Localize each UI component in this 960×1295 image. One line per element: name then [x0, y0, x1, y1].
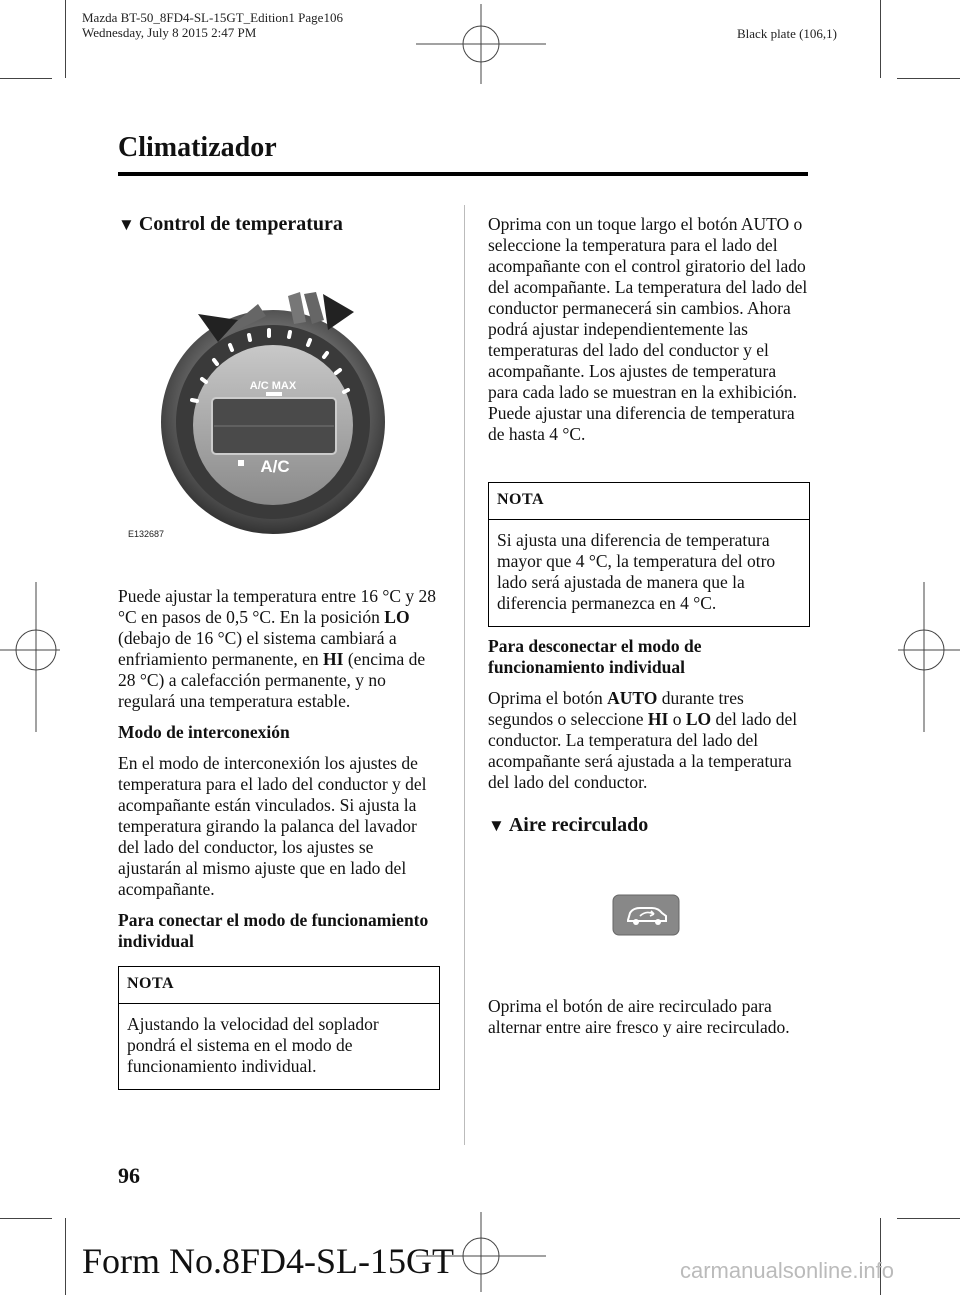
form-number: Form No.8FD4-SL-15GT — [82, 1241, 455, 1281]
figure-id: E132687 — [128, 529, 165, 539]
crop-mark — [65, 1218, 66, 1295]
text-span: (encima de 28 °C) a calefacción permanente, y no regulará una temperatura estable. — [118, 649, 426, 711]
subheading-interconexion: Modo de interconexión — [118, 722, 290, 742]
print-meta-line2: Wednesday, July 8 2015 2:47 PM — [82, 25, 257, 40]
registration-mark-right — [898, 582, 960, 732]
nota-heading: NOTA — [489, 483, 809, 520]
column-divider — [464, 205, 465, 1145]
nota-heading: NOTA — [119, 967, 439, 1004]
knob-label-bottom: A/C — [260, 457, 290, 476]
subheading-conectar: Para conectar el modo de funcionamiento individual — [118, 910, 429, 951]
bold-span: HI — [647, 709, 669, 729]
recirculation-button-figure — [612, 894, 680, 936]
right-column-text-bottom — [488, 996, 810, 1048]
triangle-down-icon: ▼ — [118, 214, 135, 234]
knob-illustration — [118, 282, 418, 544]
heading-text: Aire recirculado — [508, 814, 649, 836]
right-column-text-top — [488, 214, 810, 455]
bold-span: LO — [384, 607, 410, 627]
bold-span: LO — [685, 709, 712, 729]
nota-box-left — [118, 966, 440, 1090]
triangle-down-icon: ▼ — [488, 815, 505, 835]
registration-mark-left — [0, 582, 60, 732]
registration-mark-top — [416, 4, 546, 84]
crop-mark — [0, 1218, 52, 1219]
paragraph-desconectar — [488, 688, 810, 793]
text-span: Oprima el botón — [488, 688, 608, 708]
section-title: Climatizador — [118, 132, 277, 163]
text-span: (debajo de 16 °C) el sistema cambiará a enfriamiento permanente, en — [118, 628, 397, 669]
text-span: Puede ajustar la temperatura entre 16 °C y 28 °C en pasos de 0,5 °C. En la posición — [118, 586, 436, 627]
crop-mark — [897, 78, 960, 79]
paragraph-recirculado: Oprima el botón de aire recirculado para alternar entre aire fresco y aire recirculado. — [488, 996, 790, 1037]
text-span: durante tres segundos o seleccione — [488, 688, 744, 729]
left-column-text — [118, 586, 440, 962]
print-meta — [82, 10, 343, 40]
plate-label: Black plate (106,1) — [737, 26, 837, 41]
paragraph-auto-individual: Oprima con un toque largo el botón AUTO o seleccione la temperatura para el lado del acompañante con el control giratorio del lado del acompañante. La temperatura del lado del conductor permanecerá sin cambios. Ahora podrá ajustar independientemente las temperaturas del lado del conductor y el acompañante. Los ajustes de temperatura para cada lado se muestran en la exhibición. Puede ajustar una diferencia de temperatura de hasta 4 °C. — [488, 214, 808, 444]
knob-label-top: A/C MAX — [249, 380, 297, 392]
nota-body: Si ajusta una diferencia de temperatura mayor que 4 °C, la temperatura del otro lado será ajustada de manera que la diferencia permanezca en 4 °C. — [497, 530, 776, 613]
temperature-knob-figure — [118, 282, 418, 544]
paragraph-interconexion: En el modo de interconexión los ajustes de temperatura para el lado del conductor y del acompañante están vinculados. Si ajusta la temperatura girando la palanca del lavador del lado del conductor, los ajustes se ajustarán al mismo ajuste que en lado del acompañante. — [118, 753, 427, 899]
page-number: 96 — [118, 1163, 140, 1188]
heading-text: Control de temperatura — [138, 213, 343, 235]
heading-aire-recirculado — [488, 814, 648, 837]
text-span: o — [668, 709, 686, 729]
bold-span: HI — [323, 649, 344, 669]
crop-mark — [897, 1218, 960, 1219]
watermark: carmanualsonline.info — [680, 1258, 895, 1283]
title-rule — [118, 172, 808, 176]
heading-control-temperatura — [118, 213, 343, 236]
nota-body: Ajustando la velocidad del soplador pondrá el sistema en el modo de funcionamiento individual. — [127, 1014, 379, 1076]
nota-box-right — [488, 482, 810, 627]
paragraph-temperature-range — [118, 586, 440, 712]
text-span: del lado del conductor. La temperatura del lado del acompañante será ajustada a la temperatura del lado del conductor. — [488, 709, 798, 792]
right-column-text-mid — [488, 636, 810, 803]
crop-mark — [65, 0, 66, 78]
subheading-desconectar: Para desconectar el modo de funcionamiento individual — [488, 636, 702, 677]
crop-mark — [0, 78, 52, 79]
crop-mark — [880, 0, 881, 78]
recirculation-icon — [612, 894, 680, 936]
print-meta-line1: Mazda BT-50_8FD4-SL-15GT_Edition1 Page106 — [82, 10, 343, 25]
bold-span: AUTO — [607, 688, 658, 708]
